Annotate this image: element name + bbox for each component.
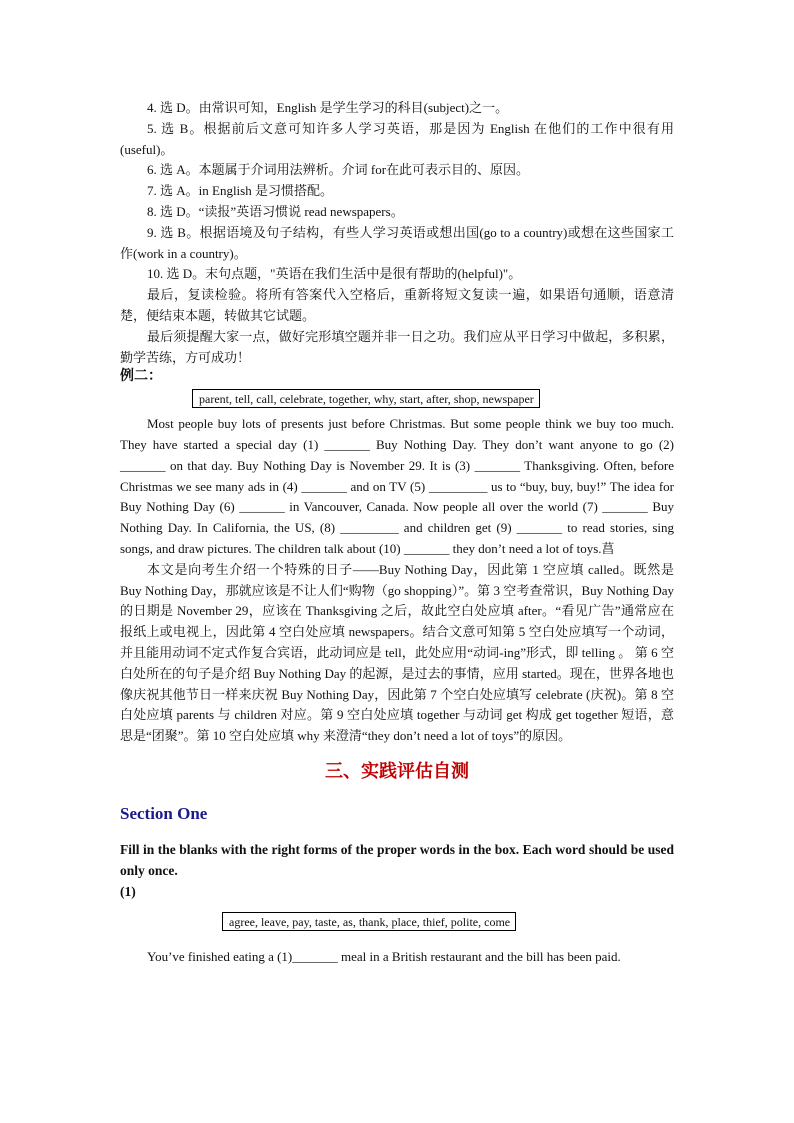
closing-paragraph-1: 最后，复读检验。将所有答案代入空格后，重新将短文复读一遍，如果语句通顺，语意清楚，便结束本题，转做其它试题。 [120,287,674,323]
section-title: Section One [120,803,208,823]
answer-6: 6. 选 A。本题属于介词用法辨析。介词 for在此可表示目的、原因。 [147,162,530,178]
cloze-passage-1: Most people buy lots of presents just before Christmas. But some people think we buy too much. They have started a special day (1) _______ Buy Nothing Day. They don’t want anyone to go (2) _______ on that day. Buy Nothing Day is November 29. It is (3) _______ Thanksgiving. Often, before Christmas we see many ads in (4) _______ and on TV (5) _________ us to “buy, buy, buy!” The idea for Buy Nothing Day (6) _______ in Vancouver, Canada. Now people all over the world (7) _______ Buy Nothing Day. In California, the US, (8) _________ and children get (9) _______ to read stories, sing songs, and draw pictures. The children talk about (10) _______ they don’t need a lot of toys.菖 [120,416,674,556]
example-label: 例二： [120,369,162,385]
closing-paragraph-2: 最后须提醒大家一点，做好完形填空题并非一日之功。我们应从平日学习中做起，多积累，勤学苦练，方可成功！ [120,328,674,365]
word-box-2-wrap [222,912,674,933]
answer-5: 5. 选 B。根据前后文意可知许多人学习英语，那是因为 English 在他们的工作中很有用(useful)。 [120,120,674,157]
word-box-1: parent, tell, call, celebrate, together, why, start, after, shop, newspaper [192,389,540,408]
cloze-passage-2: You’ve finished eating a (1)_______ meal in a British restaurant and the bill has been paid. [147,948,621,964]
answer-7: 7. 选 A。in English 是习惯搭配。 [147,183,333,199]
page-content [120,98,674,968]
answer-8: 8. 选 D。“读报”英语习惯说 read newspapers。 [147,203,404,219]
answer-4: 4. 选 D。由常识可知，English 是学生学习的科目(subject)之一。 [147,100,509,115]
answer-9: 9. 选 B。根据语境及句子结构，有些人学习英语或想出国(go to a country)或想在这些国家工作(work in a country)。 [120,224,674,261]
answer-10: 10. 选 D。末句点题，"英语在我们生活中是很有帮助的(helpful)"。 [147,266,522,282]
word-box-1-wrap [192,389,674,410]
section-heading: 三、实践评估自测 [325,760,469,781]
analysis-paragraph: 本文是向考生介绍一个特殊的日子——Buy Nothing Day，因此第 1 空应填 called。既然是 Buy Nothing Day，那就应该是不让人们“购物（go shopping）”。第 3 空考查常识，Buy Nothing Day 的日期是 November 29，应该在 Thanksgiving 之后，故此空白处应填 after。“看见广告”通常应在报纸上或电视上，因此第 4 空白处应填 newspapers。结合文意可知第 5 空白处应填写一个动词，并且能用动词不定式作复合宾语，此动词应是 tell，此处应用“动词-ing”形式，即 telling 。 第 6 空白处所在的句子是介绍 Buy Nothing Day 的起源，是过去的事情，应用 started。现在，世界各地也像庆祝其他节日一样来庆祝 Buy Nothing Day，因此第 7 个空白处应填写 celebrate (庆祝)。第 8 空白处应填 parents 与 children 对应。第 9 空白处应填 together 与动词 get 构成 get together 短语，意思是“团聚”。第 10 空白处应填 why 来澄清“they don’t need a lot of toys”的原因。 [120,561,674,744]
part-label: (1) [120,883,136,899]
word-box-2: agree, leave, pay, taste, as, thank, place, thief, polite, come [222,912,516,931]
instruction-text: Fill in the blanks with the right forms of the proper words in the box. Each word should be used only once. [120,841,674,878]
